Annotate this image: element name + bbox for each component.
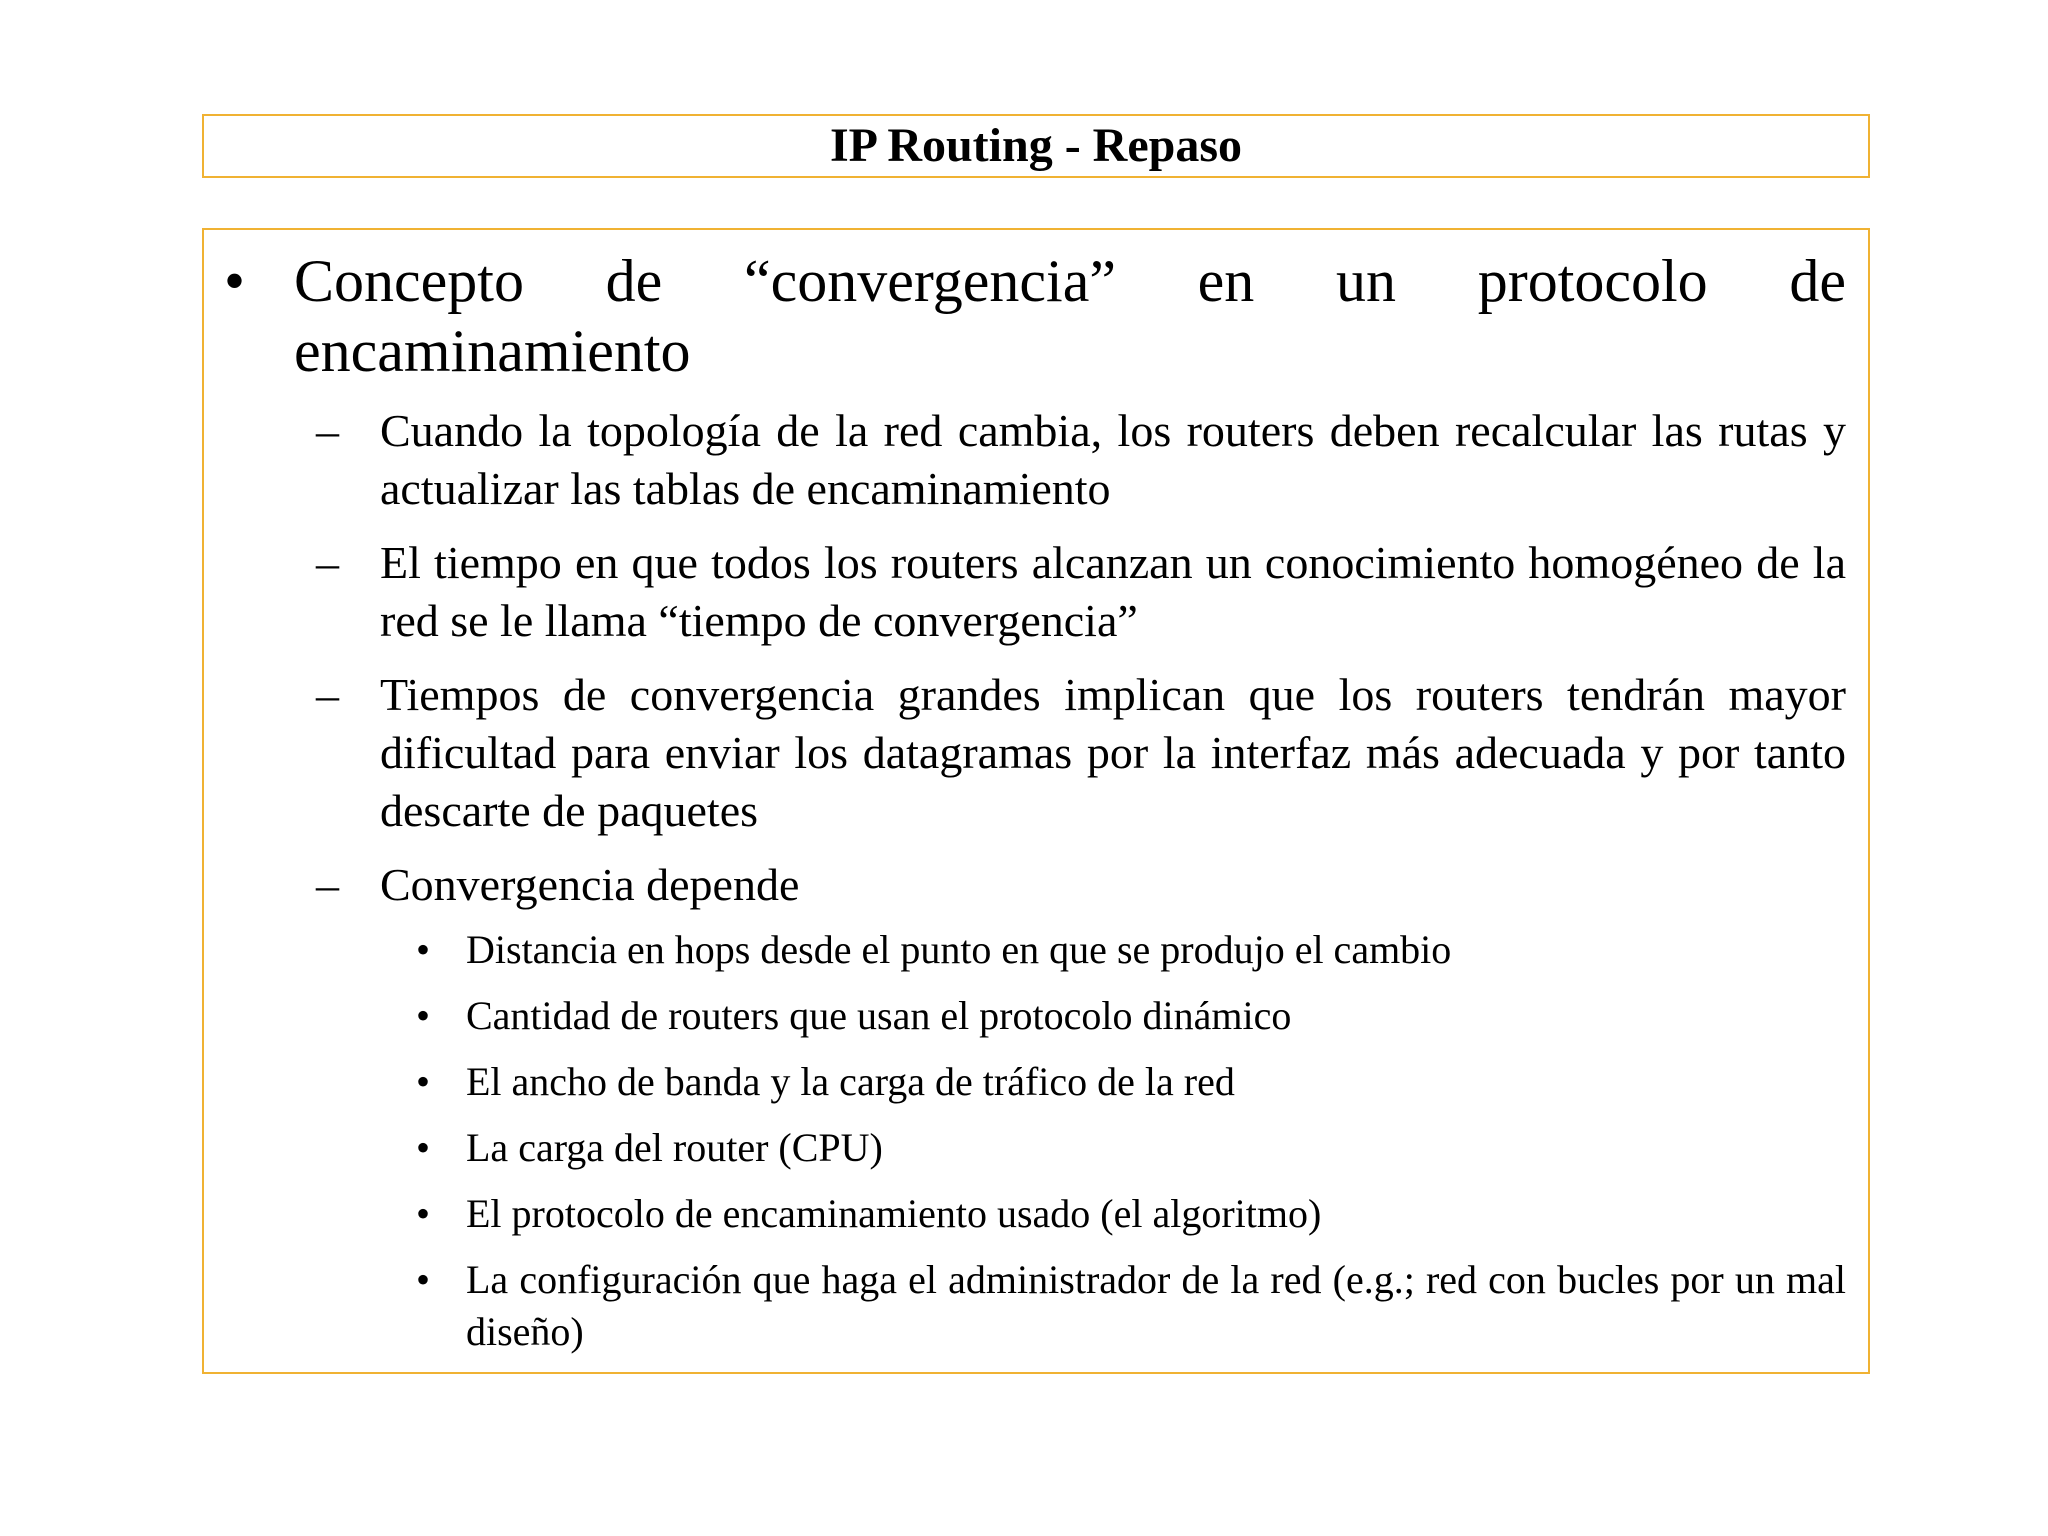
factor-text: El protocolo de encaminamiento usado (el algoritmo) <box>466 1191 1322 1236</box>
sub-item-4 <box>316 856 1846 914</box>
bullet-marker: • <box>416 993 431 1038</box>
slide-title-box <box>202 114 1870 178</box>
factor-item-2 <box>416 990 1846 1042</box>
slide-title: IP Routing - Repaso <box>829 119 1243 172</box>
dash-marker: – <box>316 405 339 456</box>
factor-item-3 <box>416 1056 1846 1108</box>
bullet-marker: • <box>224 248 246 314</box>
factor-item-6 <box>416 1254 1846 1358</box>
factor-text: La carga del router (CPU) <box>466 1125 883 1170</box>
slide-content-box <box>202 228 1870 1374</box>
sub-item-3 <box>316 666 1846 840</box>
bullet-marker: • <box>416 927 431 972</box>
dash-marker: – <box>316 859 339 910</box>
sub-item-2 <box>316 534 1846 650</box>
bullet-marker: • <box>416 1191 431 1236</box>
sub-item-text: El tiempo en que todos los routers alcanzan un conocimiento homogéneo de la red se le llama “tiempo de convergencia” <box>380 537 1846 646</box>
sub-item-text: Convergencia depende <box>380 859 800 910</box>
sub-item-text: Tiempos de convergencia grandes implican que los routers tendrán mayor dificultad para enviar los datagramas por la interfaz más adecuada y por tanto descarte de paquetes <box>380 669 1846 836</box>
sub-item-1 <box>316 402 1846 518</box>
dash-marker: – <box>316 537 339 588</box>
main-bullet-item <box>224 246 1846 386</box>
bullet-marker: • <box>416 1059 431 1104</box>
main-bullet-text: Concepto de “convergencia” en un protocolo de encaminamiento <box>294 248 1846 384</box>
factor-item-5 <box>416 1188 1846 1240</box>
sub-item-text: Cuando la topología de la red cambia, los routers deben recalcular las rutas y actualizar las tablas de encaminamiento <box>380 405 1846 514</box>
factor-item-4 <box>416 1122 1846 1174</box>
bullet-marker: • <box>416 1257 431 1302</box>
factor-text: El ancho de banda y la carga de tráfico de la red <box>466 1059 1235 1104</box>
dash-marker: – <box>316 669 339 720</box>
factor-item-1 <box>416 924 1846 976</box>
factor-text: Cantidad de routers que usan el protocolo dinámico <box>466 993 1292 1038</box>
factor-text: Distancia en hops desde el punto en que se produjo el cambio <box>466 927 1452 972</box>
bullet-marker: • <box>416 1125 431 1170</box>
factor-text: La configuración que haga el administrador de la red (e.g.; red con bucles por un mal diseño) <box>466 1257 1846 1354</box>
